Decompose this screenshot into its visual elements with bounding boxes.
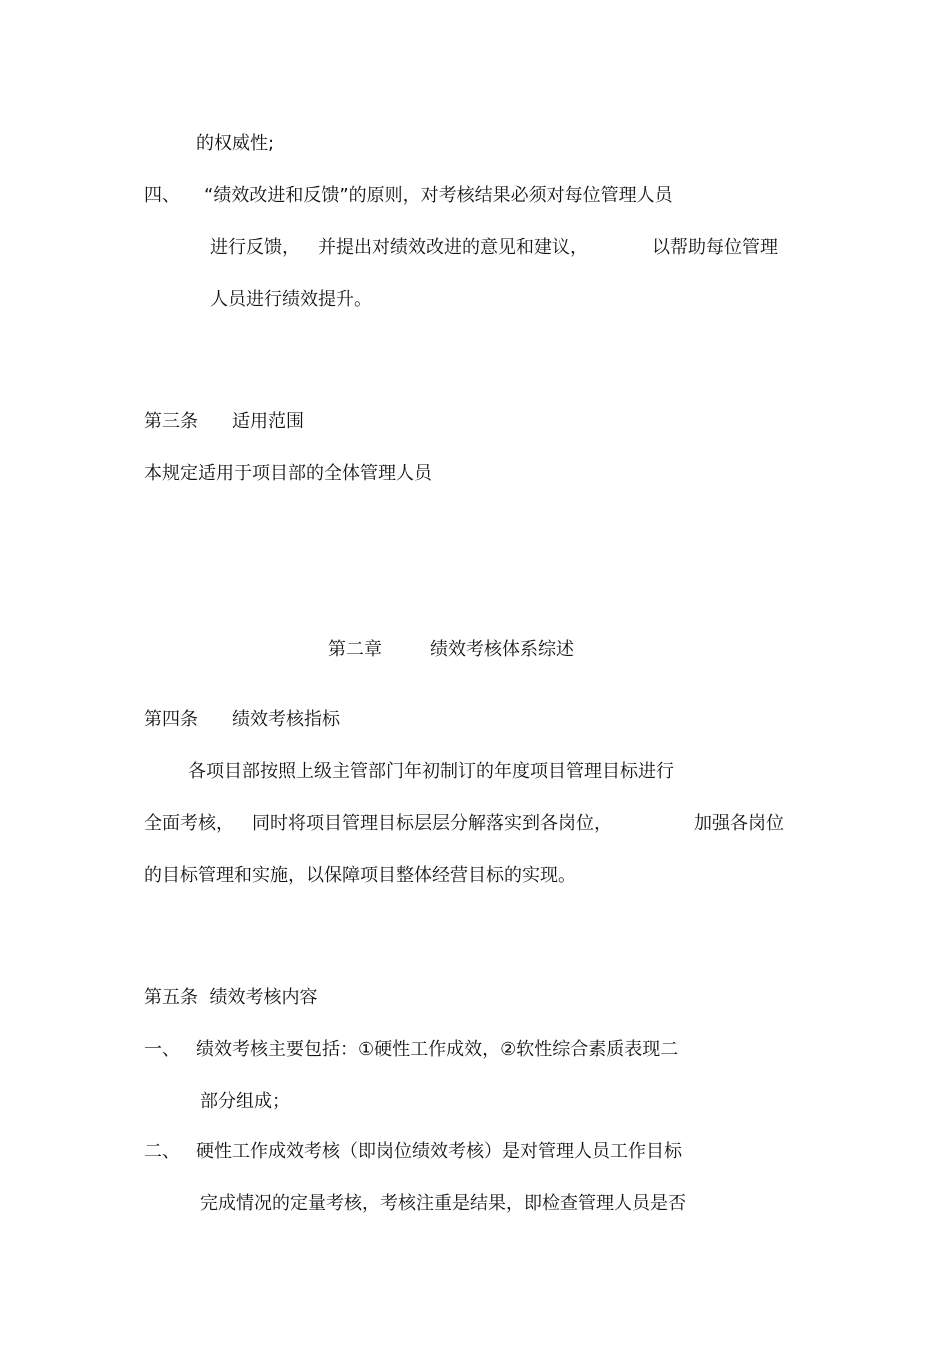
article-heading: 第五条 绩效考核内容 xyxy=(144,987,318,1008)
article-title: 绩效考核指标 xyxy=(232,709,340,730)
chapter-number: 第二章 xyxy=(328,639,382,660)
article-title: 适用范围 xyxy=(232,411,304,432)
list-marker: 一、 xyxy=(144,1039,180,1060)
paragraph-line: 人员进行绩效提升。 xyxy=(210,289,372,310)
paragraph-line: 进行反馈， xyxy=(210,237,300,258)
paragraph-line: 部分组成； xyxy=(200,1091,290,1112)
list-item-text: 硬性工作成效考核（即岗位绩效考核）是对管理人员工作目标 xyxy=(196,1141,682,1162)
paragraph-line: 同时将项目管理目标层层分解落实到各岗位， xyxy=(252,813,612,834)
list-marker: 二、 xyxy=(144,1141,180,1162)
paragraph-line: 的权威性; xyxy=(196,133,275,154)
list-item-text: “绩效改进和反馈”的原则，对考核结果必须对每位管理人员 xyxy=(204,185,673,206)
list-marker: 四、 xyxy=(144,185,180,206)
paragraph-line: 全面考核， xyxy=(144,813,234,834)
list-item-text: 绩效考核主要包括：①硬性工作成效，②软性综合素质表现二 xyxy=(196,1039,679,1060)
paragraph-line: 加强各岗位 xyxy=(694,813,784,834)
paragraph-line: 以帮助每位管理 xyxy=(652,237,778,258)
paragraph-line: 本规定适用于项目部的全体管理人员 xyxy=(144,463,432,484)
paragraph-line: 完成情况的定量考核，考核注重是结果，即检查管理人员是否 xyxy=(200,1193,686,1214)
article-number: 第四条 xyxy=(144,709,198,730)
paragraph-line: 并提出对绩效改进的意见和建议， xyxy=(318,237,588,258)
paragraph-line: 各项目部按照上级主管部门年初制订的年度项目管理目标进行 xyxy=(188,761,674,782)
paragraph-line: 的目标管理和实施，以保障项目整体经营目标的实现。 xyxy=(144,865,576,886)
article-number: 第三条 xyxy=(144,411,198,432)
chapter-title: 绩效考核体系综述 xyxy=(430,639,574,660)
